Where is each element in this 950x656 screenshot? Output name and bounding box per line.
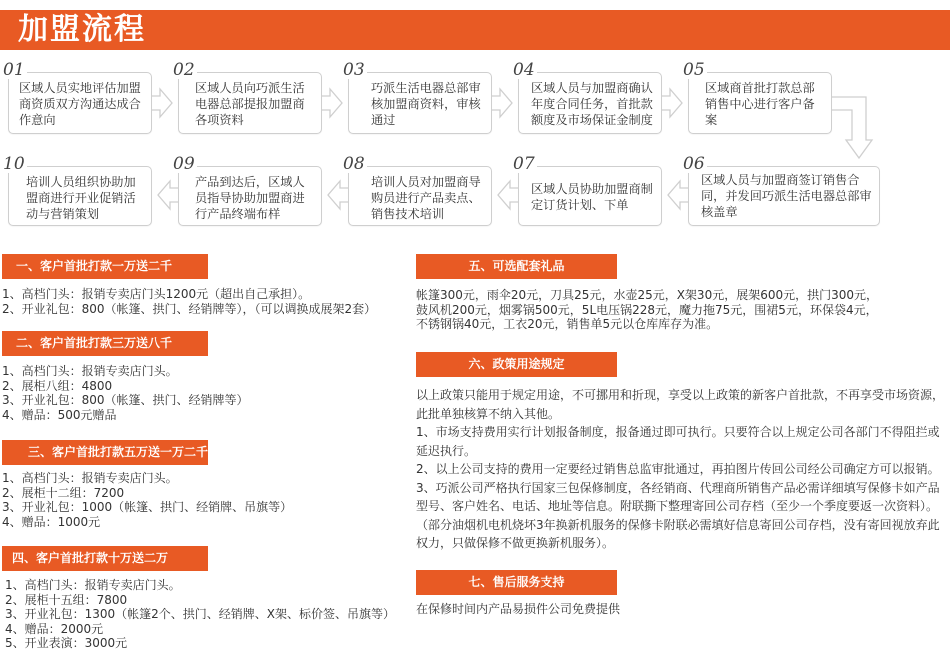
step-text: 产品到达后，区域人员指导协助加盟商进行产品终端布样 xyxy=(195,175,305,221)
list-item: 4、赠品：500元赠品 xyxy=(2,407,117,422)
arrow-left-icon xyxy=(498,181,518,209)
step-text: 区域商首批打款总部销售中心进行客户备案 xyxy=(705,81,815,127)
list-item: 2、展柜十五组：7800 xyxy=(5,592,128,607)
flow-step-03 xyxy=(343,60,492,134)
list-item: 不锈钢锅40元，工衣20元，销售单5元以仓库库存为准。 xyxy=(416,317,719,331)
list-item: 2、展柜八组：4800 xyxy=(2,378,113,393)
step-text: 区域人员向巧派生活电器总部提报加盟商各项资料 xyxy=(195,81,305,127)
section-body-4 xyxy=(5,578,395,651)
section-header-6: 六、政策用途规定 xyxy=(416,352,617,377)
step-text: 区域人员与加盟商确认年度合同任务，首批款额度及市场保证金制度 xyxy=(531,81,653,127)
step-number: 10 xyxy=(3,154,25,174)
step-number: 02 xyxy=(173,60,195,80)
section-body-6 xyxy=(416,386,948,553)
list-item: 1、高档门头：报销专卖店门头。 xyxy=(5,578,181,592)
list-item: 3、巧派公司严格执行国家三包保修制度，各经销商、代理商所销售产品必需详细填写保修卡如产品型号、客户姓名、电话、地址等信息。附联撕下整理寄回公司存档（至少一个季度要返一次资料）。（部分油烟机电机烧坏3年换新机服务的保修卡附联必需填好信息寄回公司存档，没有寄回视放弃此权力，只做保修不做更换新机服务）。 xyxy=(416,480,940,550)
section-body-5 xyxy=(416,288,878,332)
flow-step-08 xyxy=(343,154,492,226)
list-item: 2、开业礼包：800（帐篷、拱门、经销牌等），（可以调换成展架2套） xyxy=(2,301,377,316)
section-header-1: 一、客户首批打款一万送二千 xyxy=(2,254,208,279)
section-header-7: 七、售后服务支持 xyxy=(416,570,617,595)
flow-step-05 xyxy=(683,60,832,134)
list-item: 1、高档门头：报销专卖店门头。 xyxy=(2,471,178,485)
step-number: 01 xyxy=(3,60,25,80)
flow-step-06 xyxy=(683,154,880,226)
arrow-right-icon xyxy=(492,89,512,117)
section-body-3 xyxy=(2,471,292,529)
flow-step-01 xyxy=(3,60,152,134)
section-header-2: 二、客户首批打款三万送八千 xyxy=(2,331,208,356)
list-item: 1、高档门头：报销专卖店门头。 xyxy=(2,364,178,378)
list-item: 3、开业礼包：800（帐篷、拱门、经销牌等） xyxy=(2,393,249,407)
list-item: 3、开业礼包：1000（帐篷、拱门、经销牌、吊旗等） xyxy=(2,500,293,514)
flow-step-10 xyxy=(3,154,152,226)
step-text: 培训人员组织协助加盟商进行开业促销活动与营销策划 xyxy=(26,175,136,221)
step-number: 05 xyxy=(683,60,705,80)
section-body-2 xyxy=(2,364,249,422)
step-text: 巧派生活电器总部审核加盟商资料，审核通过 xyxy=(371,81,481,127)
flow-step-02 xyxy=(173,60,322,134)
step-text: 培训人员对加盟商导购员进行产品卖点、销售技术培训 xyxy=(371,175,481,221)
list-item: 2、以上公司支持的费用一定要经过销售总监审批通过，再拍图片传回公司经公司确定方可以报销。 xyxy=(416,462,940,476)
list-item: 4、赠品：1000元 xyxy=(2,514,101,529)
step-text: 区域人员实地评估加盟商资质双方沟通达成合作意向 xyxy=(19,81,141,127)
arrow-left-icon xyxy=(328,181,348,209)
list-item: 1、市场支持费用实行计划报备制度，报备通过即可执行。只要符合以上规定公司各部门不得阻拦或延迟执行。 xyxy=(416,425,940,458)
arrow-right-icon xyxy=(662,89,682,117)
page-title: 加盟流程 xyxy=(18,12,146,47)
step-number: 03 xyxy=(343,60,365,80)
list-item: 5、开业表演：3000元 xyxy=(5,636,128,650)
step-text: 区域人员与加盟商签订销售合同，并发回巧派生活电器总部审核盖章 xyxy=(701,173,872,219)
paragraph: 在保修时间内产品易损件公司免费提供 xyxy=(416,602,621,616)
list-item: 鼓风机200元，烟雾锅500元，5L电压锅228元，魔力拖75元，围裙5元，环保袋4元， xyxy=(416,302,878,317)
list-item: 3、开业礼包：1300（帐篷2个、拱门、经销牌、X架、标价签、吊旗等） xyxy=(5,607,396,621)
step-number: 09 xyxy=(173,154,195,174)
section-body-7 xyxy=(416,602,620,617)
flow-step-07 xyxy=(513,154,662,226)
list-item: 4、赠品：2000元 xyxy=(5,621,104,636)
step-number: 04 xyxy=(513,60,535,80)
list-item: 1、高档门头：报销专卖店门头1200元（超出自己承担）。 xyxy=(2,287,311,301)
arrow-right-icon xyxy=(322,89,342,117)
arrow-left-icon xyxy=(668,181,688,209)
arrow-down-icon xyxy=(832,97,872,158)
section-header-4: 四、客户首批打款十万送二万 xyxy=(2,546,208,571)
section-header-3: 三、客户首批打款五万送一万二千 xyxy=(2,440,208,465)
list-item: 帐篷300元，雨伞20元，刀具25元，水壶25元，X架30元，展架600元，拱门300元， xyxy=(416,288,879,302)
section-header-5: 五、可选配套礼品 xyxy=(416,254,617,279)
step-number: 06 xyxy=(683,154,705,174)
arrow-right-icon xyxy=(152,89,172,117)
arrow-left-icon xyxy=(158,181,178,209)
paragraph: 以上政策只能用于规定用途，不可挪用和折现，享受以上政策的新客户首批款，不再享受市场资源，此批单独核算不纳入其他。 xyxy=(416,388,945,421)
list-item: 2、展柜十二组：7200 xyxy=(2,485,125,500)
step-text: 区域人员协助加盟商制定订货计划、下单 xyxy=(531,182,653,212)
flow-step-04 xyxy=(513,60,662,134)
step-number: 08 xyxy=(343,154,365,174)
flow-step-09 xyxy=(173,154,322,226)
section-body-1 xyxy=(2,287,376,316)
step-number: 07 xyxy=(513,154,535,174)
